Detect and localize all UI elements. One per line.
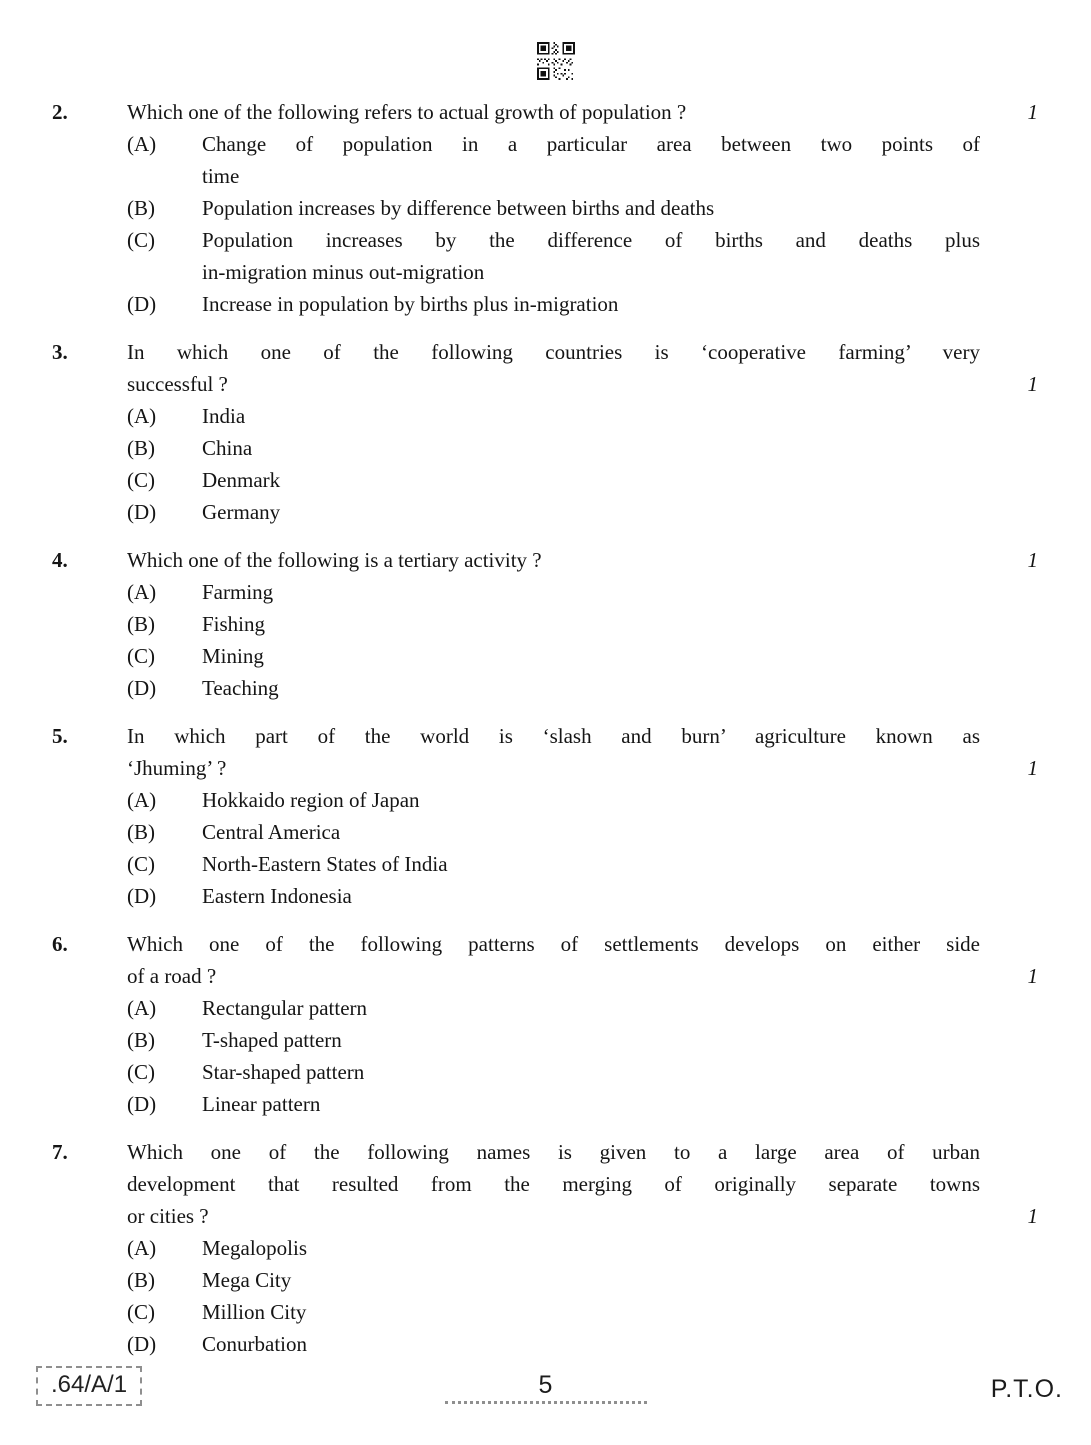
- question-stem: [127, 928, 1038, 992]
- question-3: [52, 336, 1060, 528]
- option-label: (B): [127, 612, 155, 636]
- marks-value: 1: [1027, 100, 1038, 124]
- question-6: [52, 928, 1060, 1120]
- option-text: [202, 432, 980, 464]
- option-label: (C): [127, 468, 155, 492]
- question-number: 3.: [52, 340, 68, 364]
- question-4: [52, 544, 1060, 704]
- option-label: (D): [127, 500, 157, 524]
- option-row-b: [127, 432, 1060, 464]
- option-row-d: [127, 288, 1060, 320]
- option-line: North-Eastern States of India: [202, 852, 448, 876]
- option-line: Fishing: [202, 612, 266, 636]
- question-body: [127, 336, 1060, 528]
- option-label: (A): [127, 132, 157, 156]
- option-row-a: [127, 1232, 1060, 1264]
- page-number: 5: [538, 1371, 553, 1399]
- option-label: (C): [127, 1060, 155, 1084]
- qr-code-icon: [52, 42, 1060, 80]
- option-line: Hokkaido region of Japan: [202, 788, 420, 812]
- option-line: Population increases by the difference of births and deaths plus: [202, 228, 980, 252]
- option-row-c: [127, 1296, 1060, 1328]
- option-label: (C): [127, 644, 155, 668]
- option-row-a: [127, 576, 1060, 608]
- options-list: [127, 992, 1060, 1120]
- option-row-d: [127, 672, 1060, 704]
- option-text: [202, 1024, 980, 1056]
- question-stem: [127, 720, 1038, 784]
- option-label: (B): [127, 1028, 155, 1052]
- page-number-underline: [445, 1401, 647, 1404]
- option-text: [202, 608, 980, 640]
- option-row-c: [127, 640, 1060, 672]
- question-body: [127, 928, 1060, 1120]
- marks-value: 1: [1027, 372, 1038, 396]
- option-label: (A): [127, 996, 157, 1020]
- question-number: 2.: [52, 100, 68, 124]
- option-row-d: [127, 1328, 1060, 1360]
- option-line: Farming: [202, 580, 274, 604]
- option-text: [202, 640, 980, 672]
- option-text: [202, 192, 980, 224]
- option-text: [202, 1088, 980, 1120]
- option-row-a: [127, 400, 1060, 432]
- option-line: Star-shaped pattern: [202, 1060, 365, 1084]
- option-line: Million City: [202, 1300, 307, 1324]
- option-row-d: [127, 880, 1060, 912]
- options-list: [127, 784, 1060, 912]
- option-text: [202, 1056, 980, 1088]
- option-label: (A): [127, 404, 157, 428]
- option-line: Megalopolis: [202, 1236, 307, 1260]
- option-line: in-migration minus out-migration: [202, 260, 485, 284]
- option-row-c: [127, 224, 1060, 288]
- option-label: (D): [127, 292, 157, 316]
- page-number-block: [0, 1372, 1091, 1404]
- option-label: (D): [127, 1332, 157, 1356]
- marks-value: 1: [1027, 548, 1038, 572]
- option-line: time: [202, 164, 240, 188]
- option-line: Denmark: [202, 468, 281, 492]
- option-line: China: [202, 436, 253, 460]
- option-text: [202, 992, 980, 1024]
- option-line: Mega City: [202, 1268, 292, 1292]
- question-7: [52, 1136, 1060, 1360]
- option-row-b: [127, 816, 1060, 848]
- stem-line: of a road ?: [127, 964, 217, 988]
- option-text: [202, 880, 980, 912]
- option-line: Population increases by difference between births and deaths: [202, 196, 715, 220]
- marks-value: 1: [1027, 964, 1038, 988]
- option-label: (B): [127, 196, 155, 220]
- stem-line: development that resulted from the merging of originally separate towns: [127, 1172, 980, 1196]
- question-stem: [127, 96, 1038, 128]
- question-number: 6.: [52, 932, 68, 956]
- question-2: [52, 96, 1060, 320]
- option-line: Linear pattern: [202, 1092, 321, 1116]
- marks-value: 1: [1027, 1204, 1038, 1228]
- option-label: (C): [127, 1300, 155, 1324]
- option-label: (A): [127, 580, 157, 604]
- option-row-a: [127, 128, 1060, 192]
- option-line: Change of population in a particular area between two points of: [202, 132, 980, 156]
- option-line: Increase in population by births plus in-migration: [202, 292, 619, 316]
- option-row-b: [127, 1264, 1060, 1296]
- option-label: (D): [127, 676, 157, 700]
- option-text: [202, 1264, 980, 1296]
- option-row-d: [127, 1088, 1060, 1120]
- option-row-c: [127, 1056, 1060, 1088]
- stem-line: or cities ?: [127, 1204, 209, 1228]
- question-stem: [127, 544, 1038, 576]
- option-label: (D): [127, 1092, 157, 1116]
- option-text: [202, 576, 980, 608]
- pto-label: P.T.O.: [990, 1375, 1063, 1403]
- question-stem: [127, 336, 1038, 400]
- options-list: [127, 576, 1060, 704]
- qr-code-icon: [537, 42, 575, 80]
- question-body: [127, 544, 1060, 704]
- option-row-d: [127, 496, 1060, 528]
- question-body: [127, 720, 1060, 912]
- option-row-b: [127, 1024, 1060, 1056]
- paper-code: .64/A/1: [51, 1371, 128, 1398]
- option-line: Mining: [202, 644, 264, 668]
- option-label: (B): [127, 820, 155, 844]
- question-stem: [127, 1136, 1038, 1232]
- option-line: Teaching: [202, 676, 279, 700]
- option-text: [202, 848, 980, 880]
- option-label: (B): [127, 436, 155, 460]
- option-row-c: [127, 464, 1060, 496]
- option-line: Central America: [202, 820, 341, 844]
- stem-line: Which one of the following refers to actual growth of population ?: [127, 100, 687, 124]
- option-row-b: [127, 192, 1060, 224]
- question-5: [52, 720, 1060, 912]
- option-text: [202, 1232, 980, 1264]
- stem-line: Which one of the following names is given to a large area of urban: [127, 1140, 980, 1164]
- question-number: 7.: [52, 1140, 68, 1164]
- option-label: (B): [127, 1268, 155, 1292]
- option-label: (C): [127, 852, 155, 876]
- stem-line: successful ?: [127, 372, 228, 396]
- stem-line: In which one of the following countries is ‘cooperative farming’ very: [127, 340, 980, 364]
- question-body: [127, 96, 1060, 320]
- option-label: (D): [127, 884, 157, 908]
- question-body: [127, 1136, 1060, 1360]
- option-text: [202, 496, 980, 528]
- option-text: [202, 400, 980, 432]
- option-text: [202, 128, 980, 192]
- option-text: [202, 288, 980, 320]
- option-text: [202, 1296, 980, 1328]
- stem-line: Which one of the following is a tertiary activity ?: [127, 548, 542, 572]
- marks-value: 1: [1027, 756, 1038, 780]
- option-row-a: [127, 992, 1060, 1024]
- option-line: India: [202, 404, 246, 428]
- stem-line: In which part of the world is ‘slash and burn’ agriculture known as: [127, 724, 980, 748]
- option-row-b: [127, 608, 1060, 640]
- option-label: (A): [127, 788, 157, 812]
- option-text: [202, 224, 980, 288]
- options-list: [127, 128, 1060, 320]
- option-line: Eastern Indonesia: [202, 884, 352, 908]
- option-line: T-shaped pattern: [202, 1028, 342, 1052]
- option-line: Rectangular pattern: [202, 996, 368, 1020]
- option-label: (C): [127, 228, 155, 252]
- question-number: 4.: [52, 548, 68, 572]
- stem-line: ‘Jhuming’ ?: [127, 756, 227, 780]
- option-text: [202, 784, 980, 816]
- option-row-a: [127, 784, 1060, 816]
- option-row-c: [127, 848, 1060, 880]
- option-label: (A): [127, 1236, 157, 1260]
- option-line: Conurbation: [202, 1332, 307, 1356]
- option-text: [202, 672, 980, 704]
- option-line: Germany: [202, 500, 281, 524]
- options-list: [127, 400, 1060, 528]
- question-number: 5.: [52, 724, 68, 748]
- option-text: [202, 464, 980, 496]
- stem-line: Which one of the following patterns of settlements develops on either side: [127, 932, 980, 956]
- option-text: [202, 816, 980, 848]
- option-text: [202, 1328, 980, 1360]
- options-list: [127, 1232, 1060, 1360]
